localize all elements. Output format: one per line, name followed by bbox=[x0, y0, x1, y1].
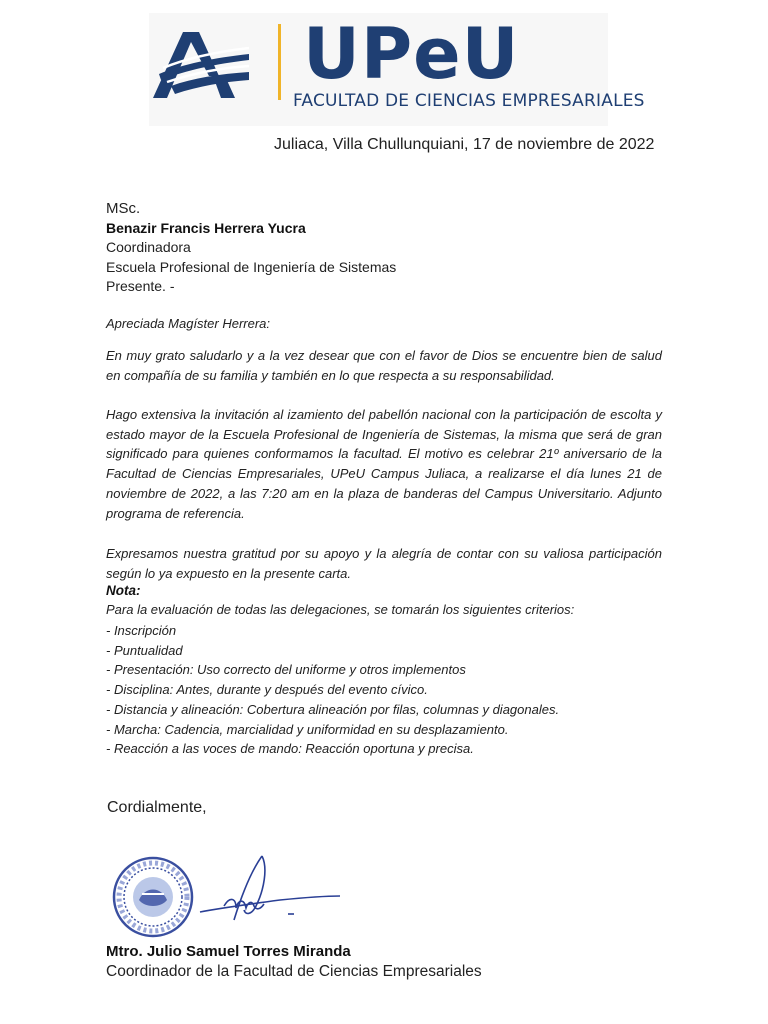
criteria-intro: Para la evaluación de todas las delegaciones, se tomarán los siguientes criterios: bbox=[106, 602, 575, 617]
signer-role: Coordinador de la Facultad de Ciencias Empresariales bbox=[106, 963, 482, 980]
criteria-item: - Reacción a las voces de mando: Reacción oportuna y precisa. bbox=[106, 741, 474, 757]
upeu-logo-icon bbox=[153, 24, 253, 98]
brand-name: UPeU bbox=[303, 13, 520, 95]
letter-date: Juliaca, Villa Chullunquiani, 17 de noviembre de 2022 bbox=[274, 136, 655, 153]
closing: Cordialmente, bbox=[107, 799, 207, 816]
criteria-item: - Puntualidad bbox=[106, 642, 183, 658]
recipient-block bbox=[106, 199, 396, 297]
recipient-presente: Presente. - bbox=[106, 278, 175, 294]
salutation: Apreciada Magíster Herrera: bbox=[106, 316, 271, 331]
recipient-school: Escuela Profesional de Ingeniería de Sistemas bbox=[106, 258, 397, 275]
handwritten-signature bbox=[190, 850, 350, 930]
official-seal-icon bbox=[112, 856, 194, 938]
criteria-list bbox=[106, 621, 559, 759]
recipient-title: MSc. bbox=[106, 200, 141, 217]
recipient-role: Coordinadora bbox=[106, 239, 191, 255]
logo-divider bbox=[278, 24, 281, 100]
criteria-item: - Marcha: Cadencia, marcialidad y uniformidad en su desplazamiento. bbox=[106, 721, 509, 737]
paragraph-invitation: Hago extensiva la invitación al izamiento del pabellón nacional con la participación de escolta y estado mayor de la Escuela Profesional de Ingeniería de Sistemas, la misma que será de gran significado para quienes conformamos la facultad. El motivo es celebrar 21º aniversario de la Facultad de Ciencias Empresariales, UPeU Campus Juliaca, a realizarse el día lunes 21 de noviembre de 2022, a las 7:20 am en la plaza de banderas del Campus Universitario. Adjunto programa de referencia. bbox=[106, 407, 662, 521]
criteria-item: - Disciplina: Antes, durante y después del evento cívico. bbox=[106, 682, 428, 698]
recipient-name: Benazir Francis Herrera Yucra bbox=[106, 219, 306, 236]
paragraph-greeting: En muy grato saludarlo y a la vez desear que con el favor de Dios se encuentre bien de salud en compañía de su familia y también en lo que respecta a su responsabilidad. bbox=[106, 348, 662, 383]
criteria-item: - Distancia y alineación: Cobertura alineación por filas, columnas y diagonales. bbox=[106, 701, 560, 717]
nota-label: Nota: bbox=[106, 583, 141, 598]
criteria-item: - Presentación: Uso correcto del uniforme y otros implementos bbox=[106, 662, 466, 678]
signer-name: Mtro. Julio Samuel Torres Miranda bbox=[106, 943, 351, 960]
criteria-item: - Inscripción bbox=[106, 623, 177, 638]
faculty-name: FACULTAD DE CIENCIAS EMPRESARIALES bbox=[293, 91, 645, 111]
paragraph-gratitude: Expresamos nuestra gratitud por su apoyo y la alegría de contar con su valiosa participación según lo ya expuesto en la presente carta. bbox=[106, 546, 662, 581]
